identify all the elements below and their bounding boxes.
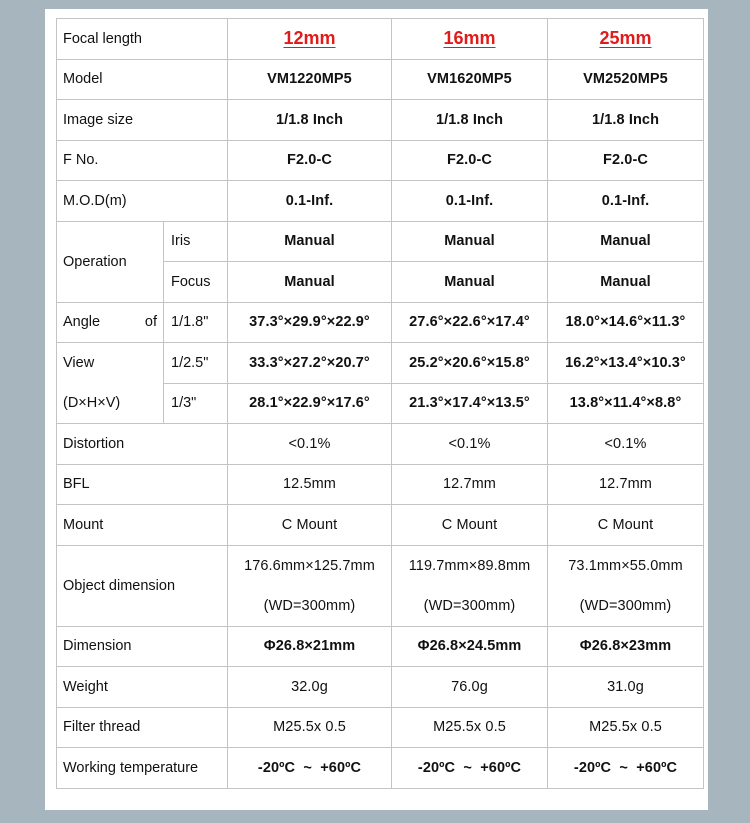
table-row-dimension	[57, 626, 704, 667]
sub-label: Iris	[164, 221, 228, 262]
cell: 1/1.8 Inch	[228, 100, 392, 141]
column-header-16mm	[392, 19, 548, 60]
cell: 25.2°×20.6°×15.8°	[392, 343, 548, 384]
cell: 1/1.8 Inch	[392, 100, 548, 141]
row-label: BFL	[57, 464, 228, 505]
cell: Manual	[548, 221, 704, 262]
table-row-bfl	[57, 464, 704, 505]
row-label: Object dimension	[57, 545, 228, 626]
row-label-view: View	[57, 343, 164, 384]
table-row-image-size	[57, 100, 704, 141]
cell: VM2520MP5	[548, 59, 704, 100]
cell: 33.3°×27.2°×20.7°	[228, 343, 392, 384]
row-label: Filter thread	[57, 707, 228, 748]
cell: Manual	[548, 262, 704, 303]
cell-line: (WD=300mm)	[579, 597, 672, 614]
row-label: F No.	[57, 140, 228, 181]
cell: VM1220MP5	[228, 59, 392, 100]
cell: C Mount	[392, 505, 548, 546]
label-part: Angle	[63, 314, 101, 331]
cell-line: (WD=300mm)	[423, 597, 516, 614]
cell: 16.2°×13.4°×10.3°	[548, 343, 704, 384]
column-header-12mm	[228, 19, 392, 60]
cell: Manual	[228, 221, 392, 262]
cell: F2.0-C	[392, 140, 548, 181]
cell: Manual	[392, 262, 548, 303]
cell: <0.1%	[392, 424, 548, 465]
cell: 37.3°×29.9°×22.9°	[228, 302, 392, 343]
table-row-mount	[57, 505, 704, 546]
cell: Φ26.8×24.5mm	[392, 626, 548, 667]
column-header-label: 16mm	[443, 28, 496, 49]
table-row-working-temperature	[57, 748, 704, 789]
lens-spec-table	[56, 18, 704, 789]
cell: M25.5x 0.5	[228, 707, 392, 748]
row-label: Mount	[57, 505, 228, 546]
cell: Φ26.8×21mm	[228, 626, 392, 667]
cell: 0.1-Inf.	[392, 181, 548, 222]
cell	[392, 545, 548, 626]
cell	[548, 545, 704, 626]
cell: 0.1-Inf.	[228, 181, 392, 222]
row-label: Working temperature	[57, 748, 228, 789]
cell: 27.6°×22.6°×17.4°	[392, 302, 548, 343]
cell: 31.0g	[548, 667, 704, 708]
cell: <0.1%	[548, 424, 704, 465]
cell: 12.5mm	[228, 464, 392, 505]
cell: <0.1%	[228, 424, 392, 465]
cell-line: 119.7mm×89.8mm	[408, 557, 531, 574]
row-label: Weight	[57, 667, 228, 708]
table-row-object-dimension	[57, 545, 704, 626]
cell: M25.5x 0.5	[392, 707, 548, 748]
row-label: Distortion	[57, 424, 228, 465]
cell: -20ºC ~ +60ºC	[392, 748, 548, 789]
cell: Manual	[228, 262, 392, 303]
sub-label: Focus	[164, 262, 228, 303]
row-label: Focal length	[57, 19, 228, 60]
table-row-filter-thread	[57, 707, 704, 748]
cell	[228, 545, 392, 626]
cell: 0.1-Inf.	[548, 181, 704, 222]
cell: M25.5x 0.5	[548, 707, 704, 748]
cell: 12.7mm	[392, 464, 548, 505]
label-part: of	[144, 314, 157, 331]
table-row-distortion	[57, 424, 704, 465]
table-row-mod	[57, 181, 704, 222]
cell: 28.1°×22.9°×17.6°	[228, 383, 392, 424]
row-label-dhv: (D×H×V)	[57, 383, 164, 424]
cell: 21.3°×17.4°×13.5°	[392, 383, 548, 424]
cell: -20ºC ~ +60ºC	[548, 748, 704, 789]
cell: VM1620MP5	[392, 59, 548, 100]
row-label: Image size	[57, 100, 228, 141]
table-row-model	[57, 59, 704, 100]
table-row-aov-1-2-5	[57, 343, 704, 384]
sub-label: 1/3"	[164, 383, 228, 424]
cell: -20ºC ~ +60ºC	[228, 748, 392, 789]
cell: F2.0-C	[548, 140, 704, 181]
cell: C Mount	[228, 505, 392, 546]
cell-line: 176.6mm×125.7mm	[244, 557, 375, 574]
table-row-f-no	[57, 140, 704, 181]
table-row-aov-1-3	[57, 383, 704, 424]
column-header-label: 25mm	[599, 28, 652, 49]
cell: Manual	[392, 221, 548, 262]
cell: 32.0g	[228, 667, 392, 708]
cell: 12.7mm	[548, 464, 704, 505]
column-header-25mm	[548, 19, 704, 60]
spec-card	[45, 9, 708, 810]
row-label-angle-of	[57, 302, 164, 343]
cell: 76.0g	[392, 667, 548, 708]
table-row-operation-iris	[57, 221, 704, 262]
column-header-label: 12mm	[283, 28, 336, 49]
row-label: M.O.D(m)	[57, 181, 228, 222]
cell-line: 73.1mm×55.0mm	[568, 557, 683, 574]
row-label: Dimension	[57, 626, 228, 667]
cell: C Mount	[548, 505, 704, 546]
row-label: Operation	[57, 221, 164, 302]
cell: F2.0-C	[228, 140, 392, 181]
sub-label: 1/1.8"	[164, 302, 228, 343]
table-row-focal-length	[57, 19, 704, 60]
cell: Φ26.8×23mm	[548, 626, 704, 667]
cell-line: (WD=300mm)	[263, 597, 356, 614]
cell: 13.8°×11.4°×8.8°	[548, 383, 704, 424]
sub-label: 1/2.5"	[164, 343, 228, 384]
cell: 1/1.8 Inch	[548, 100, 704, 141]
table-row-weight	[57, 667, 704, 708]
table-row-aov-1-1-8	[57, 302, 704, 343]
row-label: Model	[57, 59, 228, 100]
cell: 18.0°×14.6°×11.3°	[548, 302, 704, 343]
